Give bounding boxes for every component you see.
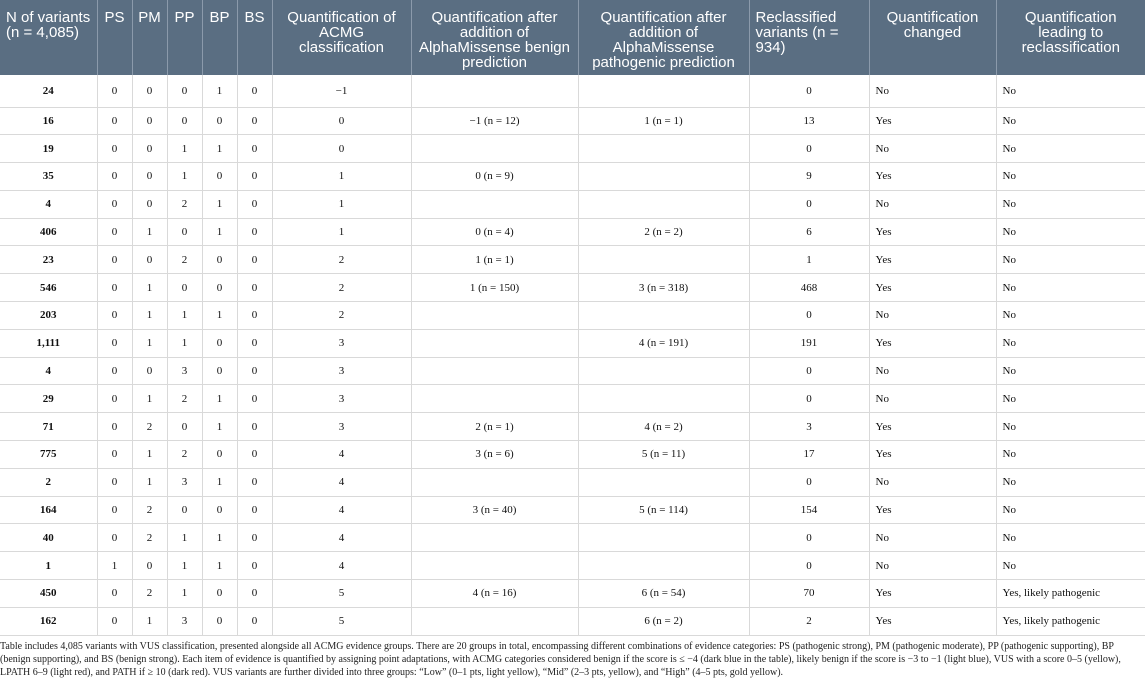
cell-quantification-changed: Yes	[869, 163, 996, 191]
table-row	[0, 552, 1145, 580]
cell-pp: 1	[167, 163, 202, 191]
cell-ps: 0	[97, 607, 132, 635]
cell-quantification-changed: Yes	[869, 441, 996, 469]
cell-ps: 0	[97, 329, 132, 357]
cell-quantification-changed: No	[869, 75, 996, 107]
cell-acmg-quantification: 3	[272, 385, 411, 413]
cell-pp: 0	[167, 496, 202, 524]
cell-n-variants: 4	[0, 190, 97, 218]
col-header-bs: BS	[237, 0, 272, 75]
cell-leading-reclassification: No	[996, 524, 1145, 552]
cell-pp: 1	[167, 302, 202, 330]
cell-leading-reclassification: No	[996, 163, 1145, 191]
cell-n-variants: 162	[0, 607, 97, 635]
cell-reclassified: 17	[749, 441, 869, 469]
cell-reclassified: 0	[749, 190, 869, 218]
cell-bs: 0	[237, 385, 272, 413]
cell-ps: 0	[97, 385, 132, 413]
cell-am-benign: 0 (n = 4)	[411, 218, 578, 246]
cell-bs: 0	[237, 107, 272, 135]
cell-pp: 0	[167, 274, 202, 302]
cell-n-variants: 23	[0, 246, 97, 274]
cell-ps: 0	[97, 441, 132, 469]
cell-am-benign: 3 (n = 40)	[411, 496, 578, 524]
cell-pp: 2	[167, 441, 202, 469]
cell-n-variants: 450	[0, 580, 97, 608]
table-row	[0, 413, 1145, 441]
cell-quantification-changed: Yes	[869, 107, 996, 135]
cell-reclassified: 1	[749, 246, 869, 274]
cell-am-pathogenic: 4 (n = 191)	[578, 329, 749, 357]
cell-ps: 0	[97, 357, 132, 385]
cell-pp: 3	[167, 607, 202, 635]
cell-leading-reclassification: No	[996, 357, 1145, 385]
cell-quantification-changed: Yes	[869, 218, 996, 246]
cell-ps: 0	[97, 218, 132, 246]
cell-ps: 0	[97, 468, 132, 496]
cell-acmg-quantification: 3	[272, 413, 411, 441]
cell-am-benign	[411, 75, 578, 107]
cell-leading-reclassification: No	[996, 552, 1145, 580]
cell-am-benign: 3 (n = 6)	[411, 441, 578, 469]
cell-bs: 0	[237, 246, 272, 274]
cell-am-benign: −1 (n = 12)	[411, 107, 578, 135]
cell-bs: 0	[237, 524, 272, 552]
cell-pm: 2	[132, 580, 167, 608]
cell-am-pathogenic: 5 (n = 114)	[578, 496, 749, 524]
table-row	[0, 135, 1145, 163]
cell-bp: 1	[202, 468, 237, 496]
cell-am-benign	[411, 552, 578, 580]
cell-ps: 0	[97, 524, 132, 552]
cell-am-pathogenic: 2 (n = 2)	[578, 218, 749, 246]
cell-leading-reclassification: Yes, likely pathogenic	[996, 607, 1145, 635]
cell-bs: 0	[237, 441, 272, 469]
cell-n-variants: 164	[0, 496, 97, 524]
cell-leading-reclassification: No	[996, 75, 1145, 107]
cell-reclassified: 2	[749, 607, 869, 635]
cell-acmg-quantification: 3	[272, 357, 411, 385]
cell-pm: 1	[132, 329, 167, 357]
cell-am-pathogenic	[578, 524, 749, 552]
cell-am-benign: 1 (n = 150)	[411, 274, 578, 302]
cell-bp: 0	[202, 357, 237, 385]
cell-am-benign	[411, 385, 578, 413]
cell-acmg-quantification: 1	[272, 218, 411, 246]
cell-bp: 1	[202, 413, 237, 441]
cell-acmg-quantification: 2	[272, 246, 411, 274]
cell-am-pathogenic: 3 (n = 318)	[578, 274, 749, 302]
cell-am-pathogenic: 1 (n = 1)	[578, 107, 749, 135]
cell-pm: 2	[132, 524, 167, 552]
cell-pp: 3	[167, 357, 202, 385]
cell-quantification-changed: No	[869, 135, 996, 163]
cell-reclassified: 0	[749, 552, 869, 580]
table-row	[0, 441, 1145, 469]
table-row	[0, 246, 1145, 274]
table-row	[0, 274, 1145, 302]
cell-acmg-quantification: −1	[272, 75, 411, 107]
cell-quantification-changed: Yes	[869, 246, 996, 274]
table-row	[0, 496, 1145, 524]
cell-am-benign	[411, 135, 578, 163]
cell-reclassified: 13	[749, 107, 869, 135]
cell-acmg-quantification: 3	[272, 329, 411, 357]
cell-leading-reclassification: No	[996, 107, 1145, 135]
cell-reclassified: 0	[749, 357, 869, 385]
cell-quantification-changed: No	[869, 357, 996, 385]
col-header-leading-reclassification: Quantification leading to reclassification	[996, 0, 1145, 75]
cell-reclassified: 0	[749, 302, 869, 330]
table-row	[0, 468, 1145, 496]
cell-am-benign	[411, 607, 578, 635]
cell-pp: 2	[167, 246, 202, 274]
cell-reclassified: 0	[749, 135, 869, 163]
cell-quantification-changed: Yes	[869, 413, 996, 441]
cell-n-variants: 406	[0, 218, 97, 246]
cell-acmg-quantification: 2	[272, 274, 411, 302]
cell-am-benign	[411, 468, 578, 496]
cell-acmg-quantification: 5	[272, 580, 411, 608]
cell-am-pathogenic	[578, 246, 749, 274]
cell-n-variants: 71	[0, 413, 97, 441]
cell-bp: 1	[202, 75, 237, 107]
cell-am-benign	[411, 302, 578, 330]
cell-am-benign: 0 (n = 9)	[411, 163, 578, 191]
cell-n-variants: 203	[0, 302, 97, 330]
cell-bp: 0	[202, 163, 237, 191]
cell-bp: 1	[202, 135, 237, 163]
cell-quantification-changed: Yes	[869, 580, 996, 608]
cell-leading-reclassification: No	[996, 274, 1145, 302]
cell-reclassified: 0	[749, 468, 869, 496]
cell-n-variants: 546	[0, 274, 97, 302]
cell-am-pathogenic: 6 (n = 2)	[578, 607, 749, 635]
cell-quantification-changed: No	[869, 302, 996, 330]
table-row	[0, 75, 1145, 107]
cell-leading-reclassification: No	[996, 496, 1145, 524]
cell-reclassified: 6	[749, 218, 869, 246]
cell-quantification-changed: Yes	[869, 329, 996, 357]
cell-bs: 0	[237, 163, 272, 191]
cell-quantification-changed: No	[869, 524, 996, 552]
cell-quantification-changed: Yes	[869, 496, 996, 524]
cell-pp: 1	[167, 329, 202, 357]
cell-ps: 0	[97, 107, 132, 135]
cell-leading-reclassification: No	[996, 468, 1145, 496]
cell-leading-reclassification: No	[996, 302, 1145, 330]
cell-pp: 1	[167, 552, 202, 580]
cell-acmg-quantification: 4	[272, 552, 411, 580]
cell-pp: 2	[167, 385, 202, 413]
cell-am-benign	[411, 190, 578, 218]
cell-am-pathogenic	[578, 163, 749, 191]
cell-am-pathogenic: 6 (n = 54)	[578, 580, 749, 608]
cell-reclassified: 0	[749, 385, 869, 413]
cell-pm: 1	[132, 468, 167, 496]
cell-n-variants: 1	[0, 552, 97, 580]
cell-pm: 0	[132, 75, 167, 107]
cell-acmg-quantification: 2	[272, 302, 411, 330]
cell-ps: 0	[97, 580, 132, 608]
col-header-ps: PS	[97, 0, 132, 75]
col-header-acmg-quantification: Quantification of ACMG classification	[272, 0, 411, 75]
cell-pm: 0	[132, 107, 167, 135]
cell-quantification-changed: No	[869, 552, 996, 580]
cell-n-variants: 19	[0, 135, 97, 163]
cell-n-variants: 40	[0, 524, 97, 552]
cell-ps: 0	[97, 246, 132, 274]
cell-pm: 0	[132, 552, 167, 580]
cell-pp: 0	[167, 413, 202, 441]
cell-bp: 1	[202, 524, 237, 552]
cell-am-pathogenic	[578, 385, 749, 413]
cell-acmg-quantification: 4	[272, 468, 411, 496]
cell-leading-reclassification: No	[996, 246, 1145, 274]
cell-ps: 0	[97, 163, 132, 191]
cell-am-benign: 1 (n = 1)	[411, 246, 578, 274]
table-row	[0, 329, 1145, 357]
cell-bp: 0	[202, 246, 237, 274]
cell-n-variants: 29	[0, 385, 97, 413]
cell-bs: 0	[237, 552, 272, 580]
cell-ps: 0	[97, 190, 132, 218]
table-row	[0, 107, 1145, 135]
cell-bp: 0	[202, 496, 237, 524]
cell-am-pathogenic: 5 (n = 11)	[578, 441, 749, 469]
cell-reclassified: 468	[749, 274, 869, 302]
cell-pm: 1	[132, 274, 167, 302]
cell-quantification-changed: No	[869, 385, 996, 413]
cell-leading-reclassification: No	[996, 218, 1145, 246]
cell-n-variants: 2	[0, 468, 97, 496]
cell-pm: 1	[132, 302, 167, 330]
col-header-pp: PP	[167, 0, 202, 75]
cell-acmg-quantification: 1	[272, 163, 411, 191]
cell-reclassified: 0	[749, 524, 869, 552]
cell-reclassified: 9	[749, 163, 869, 191]
cell-quantification-changed: No	[869, 190, 996, 218]
cell-leading-reclassification: No	[996, 135, 1145, 163]
cell-bp: 0	[202, 274, 237, 302]
cell-reclassified: 154	[749, 496, 869, 524]
col-header-n-variants: N of variants (n = 4,085)	[0, 0, 97, 75]
cell-bs: 0	[237, 468, 272, 496]
cell-quantification-changed: Yes	[869, 607, 996, 635]
cell-pm: 1	[132, 218, 167, 246]
table-row	[0, 385, 1145, 413]
cell-pp: 0	[167, 75, 202, 107]
cell-reclassified: 0	[749, 75, 869, 107]
cell-pp: 0	[167, 107, 202, 135]
cell-bs: 0	[237, 274, 272, 302]
cell-pm: 1	[132, 441, 167, 469]
cell-bp: 1	[202, 190, 237, 218]
cell-pm: 2	[132, 413, 167, 441]
cell-quantification-changed: No	[869, 468, 996, 496]
cell-bs: 0	[237, 302, 272, 330]
cell-ps: 1	[97, 552, 132, 580]
cell-am-pathogenic	[578, 552, 749, 580]
cell-leading-reclassification: Yes, likely pathogenic	[996, 580, 1145, 608]
cell-am-pathogenic	[578, 190, 749, 218]
cell-n-variants: 35	[0, 163, 97, 191]
cell-am-benign	[411, 329, 578, 357]
cell-pp: 1	[167, 135, 202, 163]
cell-reclassified: 3	[749, 413, 869, 441]
table-row	[0, 580, 1145, 608]
cell-pp: 2	[167, 190, 202, 218]
cell-n-variants: 24	[0, 75, 97, 107]
cell-am-pathogenic	[578, 135, 749, 163]
col-header-bp: BP	[202, 0, 237, 75]
col-header-reclassified: Reclassified variants (n = 934)	[749, 0, 869, 75]
cell-pm: 0	[132, 190, 167, 218]
cell-ps: 0	[97, 75, 132, 107]
cell-acmg-quantification: 0	[272, 107, 411, 135]
cell-bp: 1	[202, 302, 237, 330]
cell-pp: 1	[167, 580, 202, 608]
cell-ps: 0	[97, 496, 132, 524]
table-row	[0, 607, 1145, 635]
cell-am-pathogenic	[578, 468, 749, 496]
cell-leading-reclassification: No	[996, 385, 1145, 413]
cell-leading-reclassification: No	[996, 329, 1145, 357]
cell-ps: 0	[97, 413, 132, 441]
cell-bs: 0	[237, 75, 272, 107]
cell-bp: 1	[202, 385, 237, 413]
cell-n-variants: 4	[0, 357, 97, 385]
cell-bs: 0	[237, 357, 272, 385]
cell-acmg-quantification: 4	[272, 441, 411, 469]
cell-leading-reclassification: No	[996, 413, 1145, 441]
cell-reclassified: 70	[749, 580, 869, 608]
cell-am-pathogenic	[578, 357, 749, 385]
cell-pm: 1	[132, 607, 167, 635]
cell-ps: 0	[97, 274, 132, 302]
cell-bs: 0	[237, 580, 272, 608]
col-header-am-pathogenic: Quantification after addition of AlphaMissense pathogenic prediction	[578, 0, 749, 75]
cell-bp: 0	[202, 607, 237, 635]
cell-acmg-quantification: 4	[272, 496, 411, 524]
cell-quantification-changed: Yes	[869, 274, 996, 302]
cell-pp: 0	[167, 218, 202, 246]
cell-acmg-quantification: 4	[272, 524, 411, 552]
cell-bp: 1	[202, 552, 237, 580]
cell-bs: 0	[237, 190, 272, 218]
cell-bp: 0	[202, 107, 237, 135]
cell-leading-reclassification: No	[996, 441, 1145, 469]
cell-pm: 0	[132, 246, 167, 274]
cell-acmg-quantification: 5	[272, 607, 411, 635]
table-row	[0, 357, 1145, 385]
table-header-row	[0, 0, 1145, 75]
cell-leading-reclassification: No	[996, 190, 1145, 218]
cell-pm: 0	[132, 135, 167, 163]
cell-pm: 2	[132, 496, 167, 524]
cell-am-pathogenic: 4 (n = 2)	[578, 413, 749, 441]
table-row	[0, 163, 1145, 191]
cell-ps: 0	[97, 135, 132, 163]
cell-pm: 1	[132, 385, 167, 413]
cell-bs: 0	[237, 413, 272, 441]
table-row	[0, 218, 1145, 246]
cell-ps: 0	[97, 302, 132, 330]
table-row	[0, 190, 1145, 218]
col-header-pm: PM	[132, 0, 167, 75]
cell-acmg-quantification: 1	[272, 190, 411, 218]
table-caption: Table includes 4,085 variants with VUS classification, presented alongside all ACMG evidence groups. There are 20 groups in total, encompassing different combinations of evidence categories: PS (pathogenic strong), PM (pathogenic moderate), PP (pathogenic supporting), BP (benign supporting), and BS (benign strong). Each item of evidence is quantified by assigning point adaptations, with ACMG categories considered benign if the score is ≤ −4 (dark blue in the table), likely benign if the score is −3 to −1 (light blue), VUS with a score 0–5 (yellow), LPATH 6–9 (light red), and PATH if ≥ 10 (dark red). VUS variants are further divided into three groups: “Low” (0–1 pts, light yellow), “Mid” (2–3 pts, yellow), and “High” (4–5 pts, gold yellow).	[0, 641, 1121, 678]
cell-bp: 0	[202, 580, 237, 608]
cell-am-pathogenic	[578, 302, 749, 330]
cell-n-variants: 1,111	[0, 329, 97, 357]
cell-bp: 1	[202, 218, 237, 246]
cell-pp: 3	[167, 468, 202, 496]
cell-reclassified: 191	[749, 329, 869, 357]
cell-am-benign: 4 (n = 16)	[411, 580, 578, 608]
cell-bs: 0	[237, 329, 272, 357]
cell-n-variants: 775	[0, 441, 97, 469]
table-row	[0, 302, 1145, 330]
cell-bs: 0	[237, 496, 272, 524]
cell-bp: 0	[202, 329, 237, 357]
cell-pm: 0	[132, 357, 167, 385]
cell-am-benign	[411, 524, 578, 552]
cell-am-benign	[411, 357, 578, 385]
cell-pm: 0	[132, 163, 167, 191]
cell-bs: 0	[237, 218, 272, 246]
cell-acmg-quantification: 0	[272, 135, 411, 163]
cell-am-pathogenic	[578, 75, 749, 107]
col-header-am-benign: Quantification after addition of AlphaMissense benign prediction	[411, 0, 578, 75]
cell-bs: 0	[237, 135, 272, 163]
cell-pp: 1	[167, 524, 202, 552]
cell-am-benign: 2 (n = 1)	[411, 413, 578, 441]
cell-n-variants: 16	[0, 107, 97, 135]
cell-bp: 0	[202, 441, 237, 469]
table-row	[0, 524, 1145, 552]
cell-bs: 0	[237, 607, 272, 635]
col-header-quantification-changed: Quantification changed	[869, 0, 996, 75]
